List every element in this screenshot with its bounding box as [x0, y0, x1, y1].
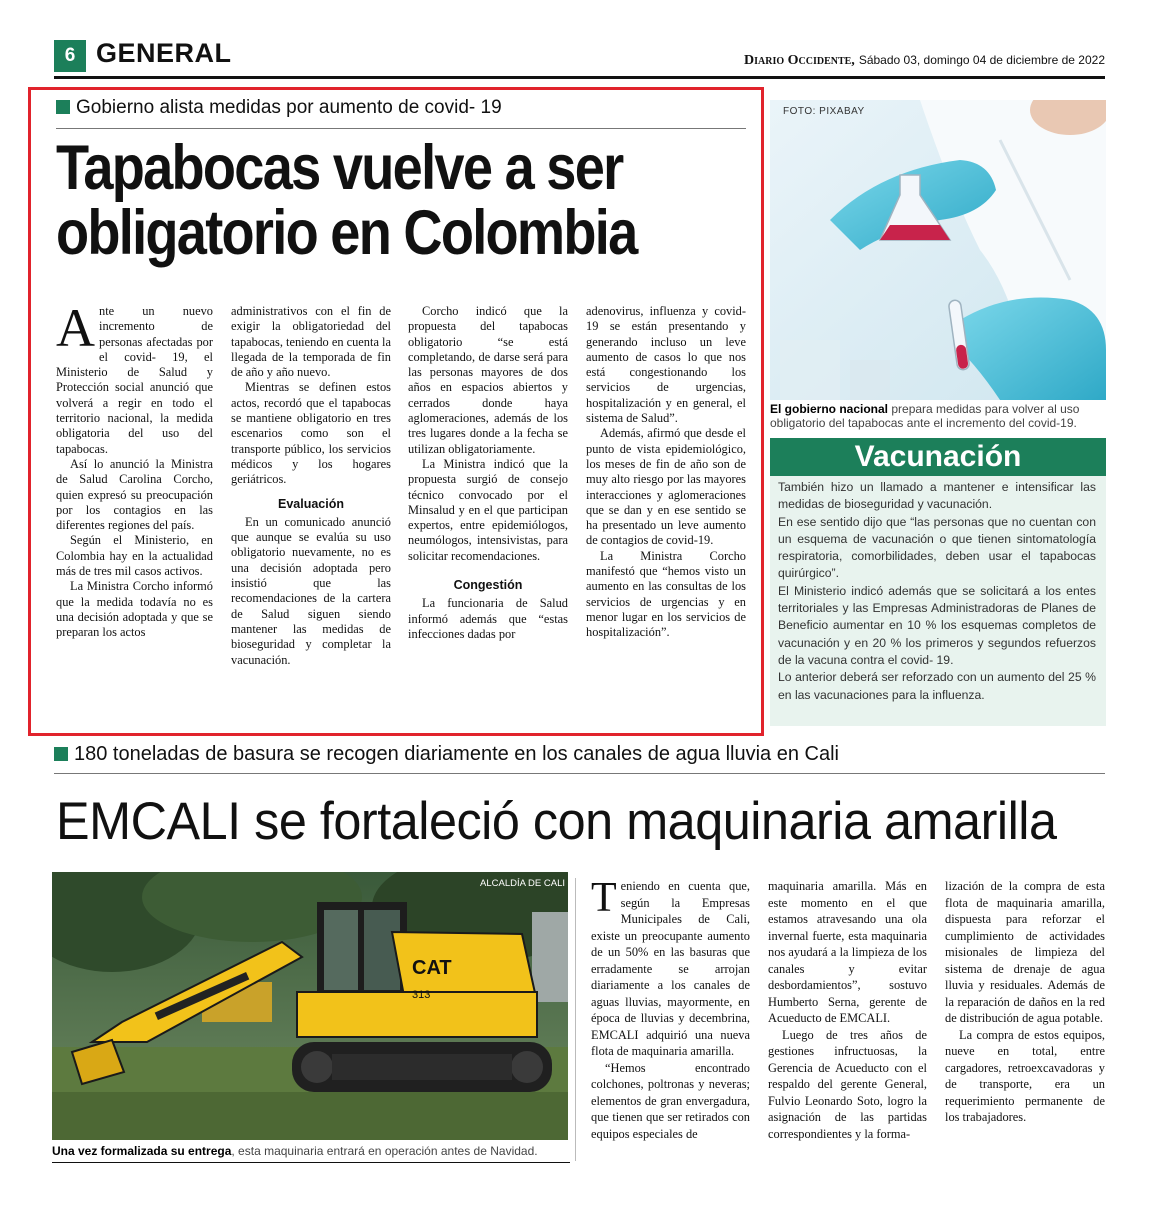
paragraph: La compra de estos equipos, nueve en total, entre cargadores, retroexcavadoras y de transporte, era un requerimiento permanente de los trabajadores. — [945, 1027, 1105, 1124]
paragraph: Luego de tres años de gestiones infructuosas, la Gerencia de Acueducto con el respaldo del gerente General, Fulvio Leonardo Soto, logro la asignación de las partidas correspondientes y la forma- — [768, 1027, 927, 1141]
vacunacion-text — [778, 479, 1096, 704]
article1-column-1 — [56, 298, 213, 641]
sidebar-paragraph: También hizo un llamado a mantener e intensificar las medidas de bioseguridad y vacunación. — [778, 480, 1096, 512]
sidebar-paragraph: Lo anterior deberá ser reforzado con un aumento del 25 % en las vacunaciones para la influenza. — [778, 670, 1096, 702]
sidebar-paragraph: El Ministerio indicó además que se solicitará a los entes territoriales y las Empresas Administradoras de Planes de Beneficio aumentar en 10 % los esquemas completos de vacunación y en 20 % los primeros y segundos refuerzos de la vacuna contra el covid- 19. — [778, 583, 1096, 667]
paragraph: lización de la compra de esta flota de maquinaria amarilla, dispuesta para reforzar el cumplimiento de actividades misionales de limpieza del sistema de drenaje de agua lluvia y residuales. Además de la reparación de daños en la red de distribución de agua potable. — [945, 879, 1105, 1025]
dropcap: T — [591, 875, 617, 921]
article2-kicker-text: 180 toneladas de basura se recogen diariamente en los canales de agua lluvia en Cali — [74, 743, 839, 765]
article1-kicker — [56, 97, 502, 119]
model-label: 313 — [412, 989, 431, 1001]
paragraph: nte un nuevo incremento de personas afectadas por el covid- 19, el Ministerio de Salud y Protección social anunció que volverá a regir en todo el territorio nacional, la medida obligatoria del uso del tapabocas. — [56, 304, 213, 456]
column-divider — [575, 878, 576, 1161]
paragraph: adenovirus, influenza y covid-19 se están presentando y generando incluso un leve aumento de casos lo que nos está congestionando los servicios de urgencias, hospitalización y en general, el sistema de Salud”. — [586, 304, 746, 426]
paragraph: Así lo anunció la Ministra de Salud Carolina Corcho, quien expresó su preocupación por los contagios en las diferentes regiones del país. — [56, 456, 213, 533]
paragraph: Corcho indicó que la propuesta del tapabocas obligatorio “se está completando, de darse será para las personas mayores de dos años en espacios abiertos y cerrados donde haya aglomeraciones, además de los tres lugares donde a la fecha se utilizan obligatoriamente. — [408, 304, 568, 456]
kicker-square-icon — [56, 100, 70, 114]
lab-illustration — [770, 100, 1106, 400]
photo-credit: FOTO: PIXABAY — [783, 106, 865, 117]
paragraph: La Ministra Corcho informó que la medida todavía no es una decisión adoptada y que se preparan los actos — [56, 579, 213, 640]
paragraph: La Ministra Corcho manifestó que “hemos visto un aumento en las consultas de los servicios de urgencias y en menor lugar en los servicios de hospitalización”. — [586, 548, 746, 640]
page-number: 6 — [54, 40, 86, 72]
photo-caption — [52, 1144, 572, 1158]
article1-column-3 — [408, 304, 568, 642]
photo-caption — [770, 402, 1108, 430]
paragraph: administrativos con el fin de exigir la obligatoriedad del tapabocas, teniendo en cuenta la llegada de la temporada de fin de año y año nuevo. — [231, 304, 391, 380]
paragraph: En un comunicado anunció que aunque se evalúa su uso obligatorio nuevamente, no es una decisión adoptada pero insistió que las recomendaciones de la cartera de Salud siguen siendo mantener las medidas de bioseguridad y completar la vacunación. — [231, 514, 391, 667]
article2-column-3 — [945, 878, 1105, 1126]
section-title: GENERAL — [96, 38, 232, 68]
article1-column-2 — [231, 304, 391, 668]
subheading-evaluacion: Evaluación — [278, 496, 344, 511]
article1-kicker-text: Gobierno alista medidas por aumento de covid- 19 — [76, 97, 502, 118]
dropcap: A — [56, 298, 95, 358]
paragraph: La Ministra indicó que la propuesta surgió de consejo técnico convocado por el Minsalud y en el que participan expertos, entre epidemiólogos, neumólogos, intensivistas, para solicitar recomendaciones. — [408, 456, 568, 563]
cat-logo: CAT — [412, 957, 452, 979]
lab-photo — [770, 100, 1106, 400]
paragraph: maquinaria amarilla. Más en este momento en el que estamos atravesando una ola invernal fuerte, esta maquinaria nos ayudará a la limpieza de los canales y evitar desbordamientos”, sostuvo Humberto Serna, gerente de Acueducto de EMCALI. — [768, 879, 927, 1025]
sidebar-paragraph: En ese sentido dijo que “las personas que no cuentan con un esquema de vacunación o que tienen sintomatología respiratoria, comorbilidades, deben usar el tapabocas quirúrgico”. — [778, 514, 1096, 581]
subheading-congestion: Congestión — [453, 578, 523, 593]
headline-line-2: obligatorio en Colombia — [56, 198, 637, 268]
caption-text: , esta maquinaria entrará en operación antes de Navidad. — [231, 1144, 538, 1158]
paragraph: Mientras se definen estos actos, recordó que el tapabocas se mantiene obligatorio en tres escenarios como son el transporte público, los servicios médicos y los hogares geriátricos. — [231, 380, 391, 487]
excavator-illustration — [52, 872, 568, 1140]
paragraph: La funcionaria de Salud informó además que “estas infecciones dadas por — [408, 596, 568, 641]
caption-bold: El gobierno nacional — [770, 402, 889, 416]
header-rule — [54, 76, 1105, 79]
kicker-square-icon — [54, 747, 68, 761]
headline-line-1: Tapabocas vuelve a ser — [56, 133, 623, 203]
photo-credit: ALCALDÍA DE CALI — [480, 878, 566, 889]
article1-headline — [56, 133, 761, 268]
issue-date: Sábado 03, domingo 04 de diciembre de 2022 — [858, 53, 1105, 67]
caption-bold: Una vez formalizada su entrega — [52, 1144, 232, 1158]
paper-name: Diario Occidente, — [744, 53, 855, 68]
paragraph: “Hemos encontrado colchones, poltronas y neveras; elementos de gran envergadura, que tienen que ser retirados con equipos especiales de — [591, 1060, 750, 1141]
article2-headline: EMCALI se fortaleció con maquinaria amarilla — [56, 792, 1057, 851]
kicker-rule — [54, 773, 1105, 774]
article2-column-1 — [591, 875, 750, 1142]
paragraph: eniendo en cuenta que, según la Empresas Municipales de Cali, existe un preocupante aumento de un 50% en las basuras que erradamente se arrojan diariamente a los canales de aguas lluvias, mayormente, en época de lluvias y decembrina, EMCALI adquirió una nueva flota de maquinaria amarilla. — [591, 879, 750, 1058]
article1-column-4 — [586, 304, 746, 641]
excavator-photo — [52, 872, 568, 1140]
article2-column-2 — [768, 878, 927, 1142]
caption-rule — [52, 1162, 570, 1163]
masthead — [744, 53, 1105, 69]
paragraph: Según el Ministerio, en Colombia hay en la actualidad más de tres mil casos activos. — [56, 533, 213, 579]
caption-text: prepara medidas para volver al uso obligatorio del tapabocas ante el incremento del covid-19. — [770, 402, 1080, 430]
vacunacion-title: Vacunación — [770, 438, 1106, 476]
kicker-rule — [56, 128, 746, 129]
paragraph: Además, afirmó que desde el punto de vista epidemiológico, los meses de fin de año son de muy alto riesgo por las mayores interacciones y aglomeraciones que se dan y en ese sentido se ha presentado un leve aumento de contagios de covid-19. — [586, 426, 746, 548]
article2-kicker — [54, 743, 839, 766]
